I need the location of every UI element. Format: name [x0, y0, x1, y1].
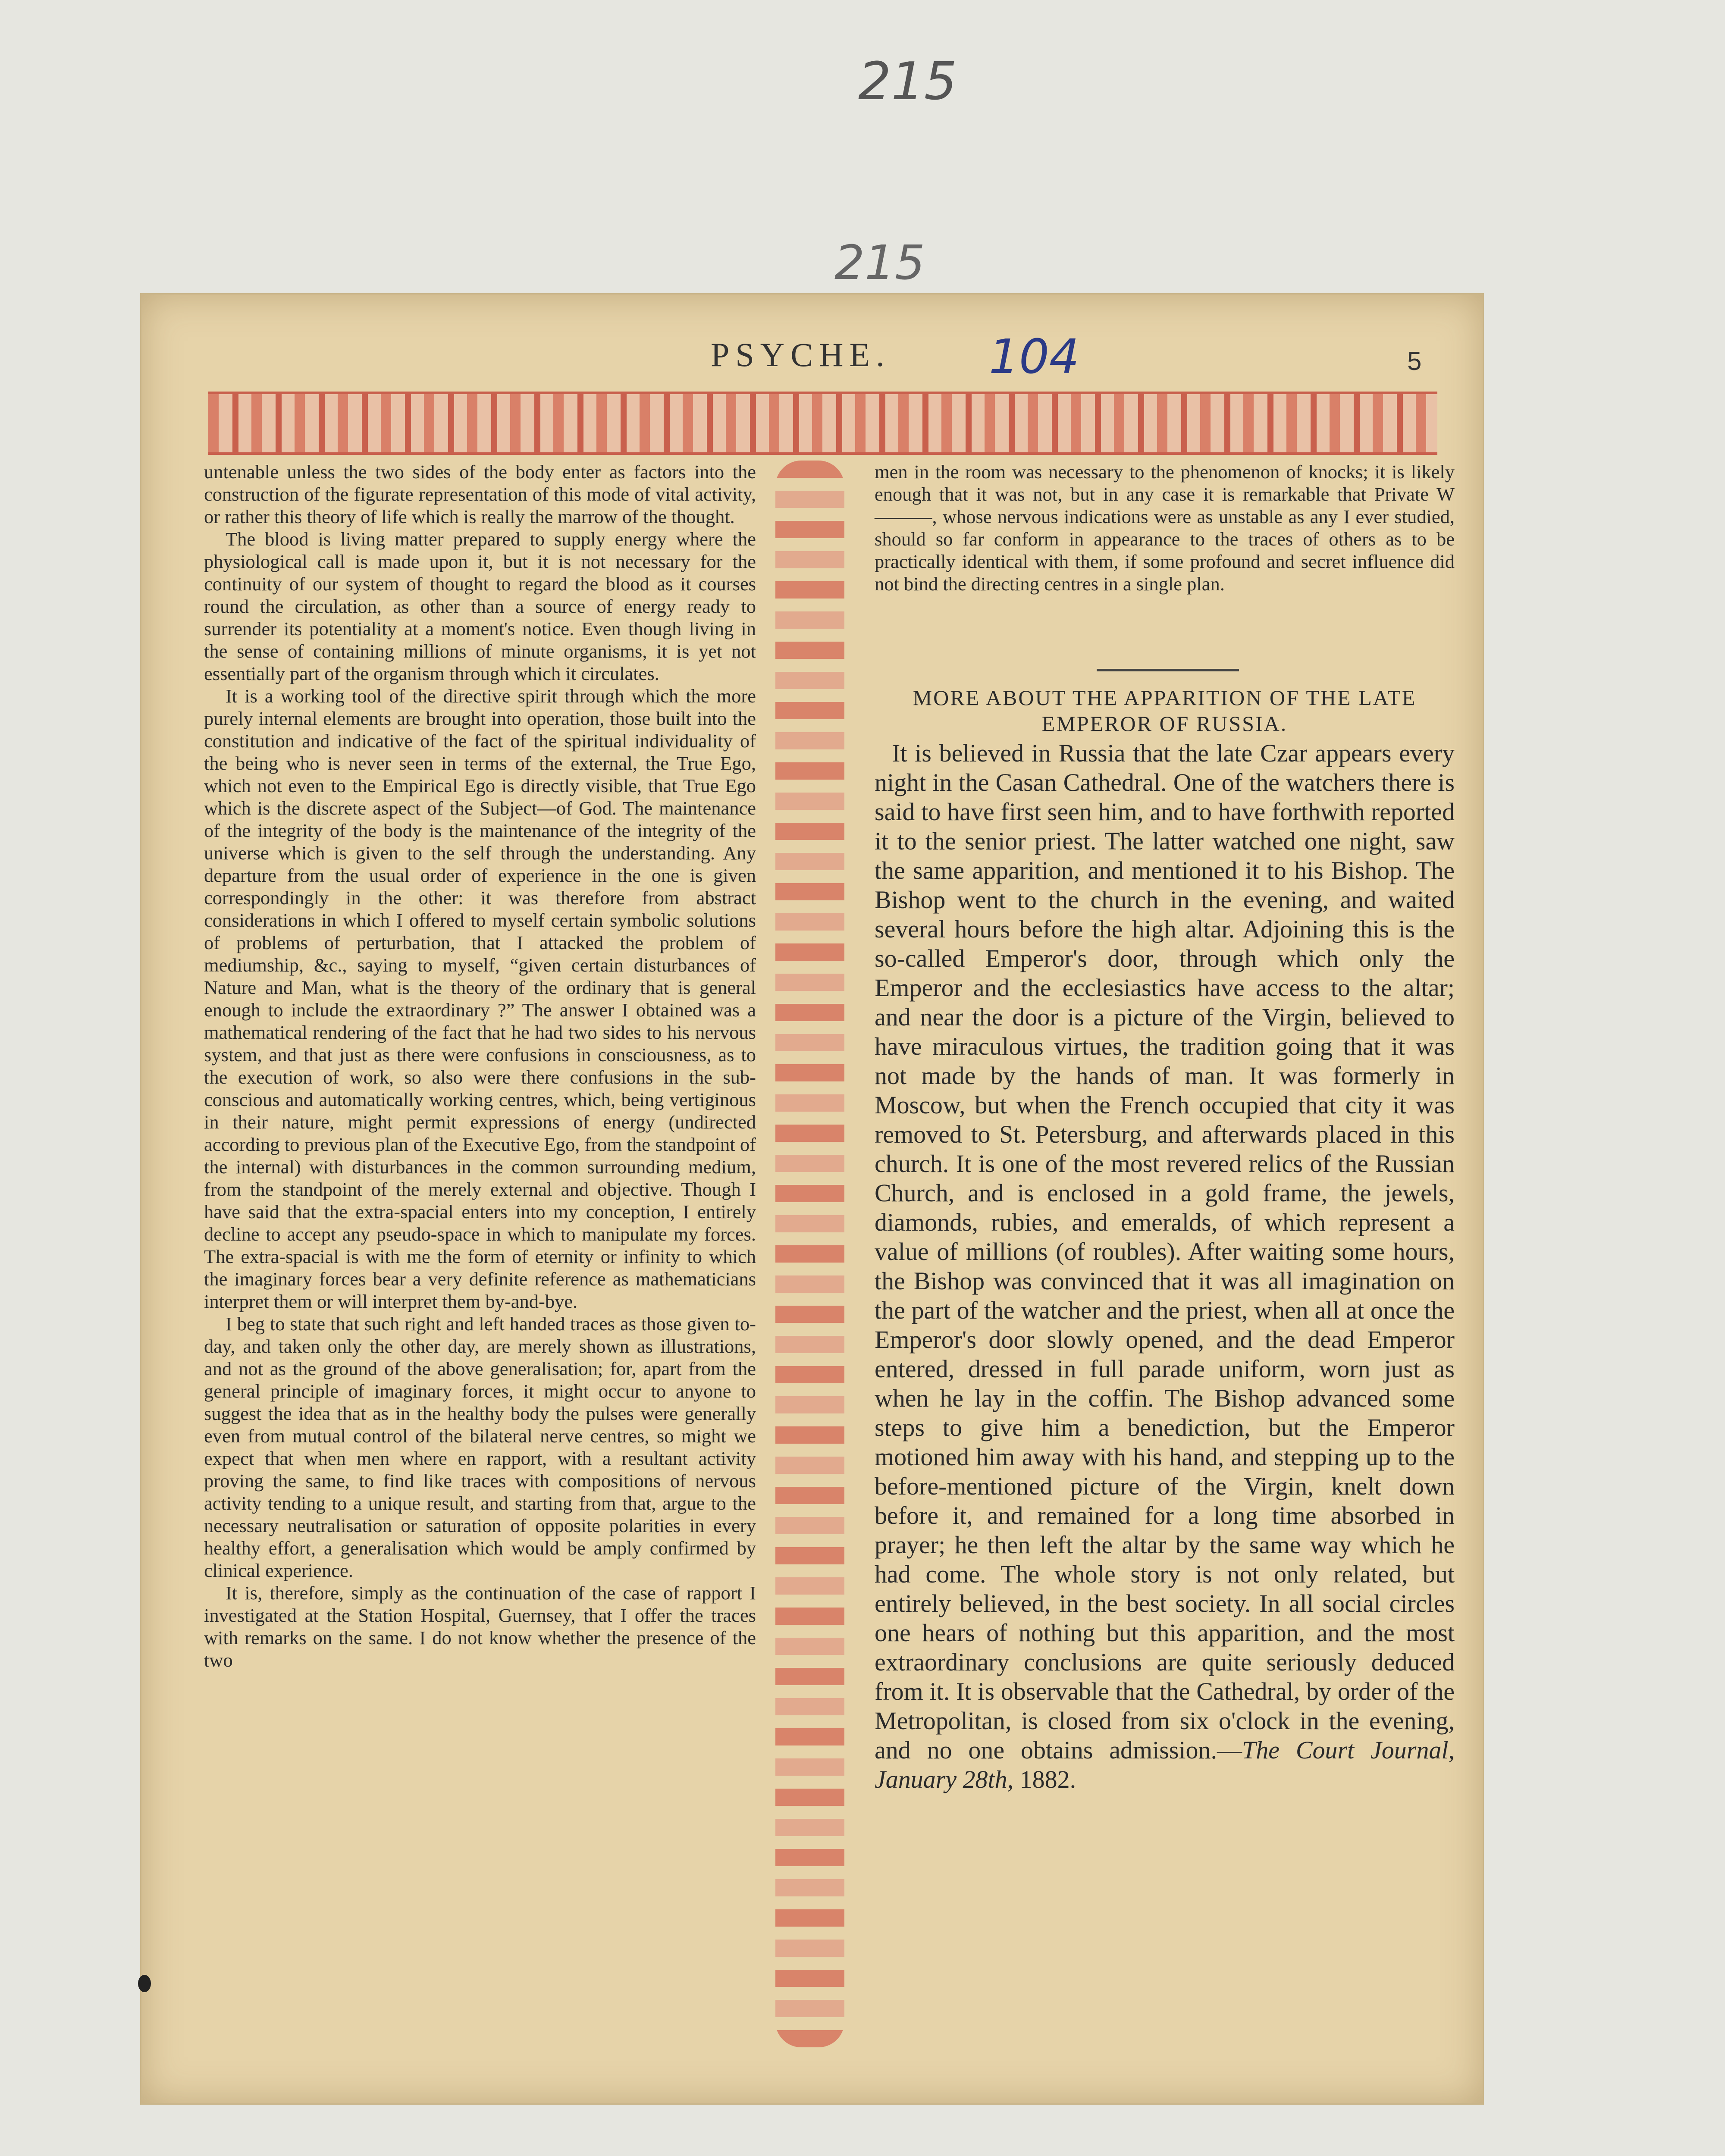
- handwritten-page-number: 104: [989, 329, 1079, 384]
- article-text: It is believed in Russia that the late Czar appears every night in the Casan Cathedral. One of the watchers there is said to have first seen him, and to have forthwith reported it to the senior priest. The latter watched one night, saw the same apparition, and mentioned it to his Bishop. The Bishop went to the church in the evening, and waited several hours before the high altar. Adjoining this is the so-called Emperor's door, through which only the Emperor and the ecclesiastics have access to the altar; and near the door is a picture of the Virgin, believed to have miraculous virtues, the tradition going that it was not made by the hands of man. It was formerly in Moscow, but when the French occupied that city it was removed to St. Petersburg, and afterwards placed in this church. It is one of the most revered relics of the Russian Church, and is enclosed in a gold frame, the jewels, diamonds, rubies, and emeralds, of which represent a value of millions (of roubles). After waiting some hours, the Bishop was convinced that it was all imagination on the part of the watcher and the priest, when all at once the Emperor's door slowly opened, and the dead Emperor entered, dressed in full parade uniform, worn just as when he lay in the coffin. The Bishop advanced some steps to give him a benediction, but the Emperor motioned him away with his hand, and stepping up to the before-mentioned picture of the Virgin, knelt down before it, and remained for a long time absorbed in prayer; he then left the altar by the same way which he had come. The whole story is not only related, but entirely believed, in the best society. In all social circles one hears of nothing but this apparition, and the most extraordinary conclusions are quite seriously deduced from it. It is observable that the Cathedral, by order of the Metropolitan, is closed from six o'clock in the evening, and no one obtains admission.—: [875, 739, 1455, 1764]
- paragraph: It is, therefore, simply as the continuation of the case of rapport I investigated at the Station Hospital, Guernsey, that I offer the traces with remarks on the same. I do not know whether the presence of the two: [204, 1582, 756, 1671]
- article-year: 1882.: [1019, 1765, 1076, 1793]
- paragraph: The blood is living matter prepared to supply energy where the physiological call is made upon it, but it is not necessary for the continuity of our system of thought to regard the blood as it courses round the circulation, as other than a source of energy ready to surrender its potentiality at a moment's notice. Even though living in the sense of containing millions of minute organisms, it is yet not essentially part of the organism through which it circulates.: [204, 528, 756, 684]
- paragraph: I beg to state that such right and left handed traces as those given to-day, and taken only the other day, are merely shown as illustrations, and not as the ground of the above generalisation; for, apart from the general principle of imaginary forces, it might occur to anyone to suggest the idea that as in the healthy body the pulses were generally even from mutual control of the bilateral nerve centres, so might we expect that when men where en rapport, with a resultant activity proving the same, to find like traces with compositions of nervous activity tending to a unique result, and starting from that, argue to the necessary neutralisation or saturation of opposite polarities in every healthy effort, a generalisation which would be amply confirmed by clinical experience.: [204, 1313, 756, 1581]
- right-column-continuation: [875, 461, 1455, 595]
- ornamental-header-band: [208, 392, 1437, 455]
- article-title: MORE ABOUT THE APPARITION OF THE LATE EMPEROR OF RUSSIA.: [913, 686, 1417, 736]
- paragraph: It is a working tool of the directive spirit through which the more purely internal elements are brought into operation, those built into the constitution and indicative of the fact of the spiritual individuality of the being who is never seen in terms of the external, the True Ego, which not even to the Empirical Ego is directly visible, that True Ego which is the discrete aspect of the Subject—of God. The maintenance of the integrity of the body is the maintenance of the integrity of the universe which is given to the self through the understanding. Any departure from the usual order of experience in the one is given correspondingly in the other: it was therefore from abstract considerations in which I offered to myself certain symbolic solutions of problems of perturbation, that I attacked the problem of mediumship, &c., saying to myself, “given certain disturbances of Nature and Man, what is the theory of the ordinary that is general enough to include the extraordinary ?” The answer I obtained was a mathematical rendering of the fact that he had two sides to his nervous system, and that just as there were confusions in consciousness, as to the execution of work, so also were there confusions in the sub-conscious and automatically working centres, which, being vertiginous in their nature, might permit expressions of energy (undirected according to previous plan of the Executive Ego, from the standpoint of the internal) with disturbances in the common surrounding medium, from the standpoint of the merely external and objective. Though I have said that the extra-spacial enters into my conception, I entirely decline to accept any pseudo-space in which to manipulate my forces. The extra-spacial is with me the form of eternity or infinity to which the imaginary forces bear a very definite reference as mathematicians interpret them or will interpret them by-and-bye.: [204, 685, 756, 1312]
- left-column: [204, 461, 756, 1671]
- printed-page-number: 5: [1407, 347, 1422, 376]
- ornamental-column-divider: [775, 461, 844, 2047]
- newspaper-page: [140, 293, 1484, 2105]
- masthead-title: PSYCHE.: [711, 336, 891, 373]
- paragraph: untenable unless the two sides of the body enter as factors into the construction of the figurate representation of this mode of vital activity, or rather this theory of life which is really the marrow of the thought.: [204, 461, 756, 527]
- article-source: The Court Journal, January 28th,: [875, 1736, 1455, 1793]
- article-body: [875, 739, 1455, 1794]
- paragraph: men in the room was necessary to the phenomenon of knocks; it is likely enough that it was not, but in any case it is remarkable that Private W———, whose nervous indications were as unstable as any I ever studied, should so far conform in appearance to the traces of others as to be practically identical with them, if some profound and secret influence did not bind the directing centres in a single plan.: [875, 461, 1455, 595]
- section-divider-rule: [1097, 669, 1239, 671]
- pencil-folio-number-secondary: 215: [834, 235, 925, 290]
- ink-spot: [138, 1975, 151, 1992]
- pencil-folio-number: 215: [858, 52, 957, 112]
